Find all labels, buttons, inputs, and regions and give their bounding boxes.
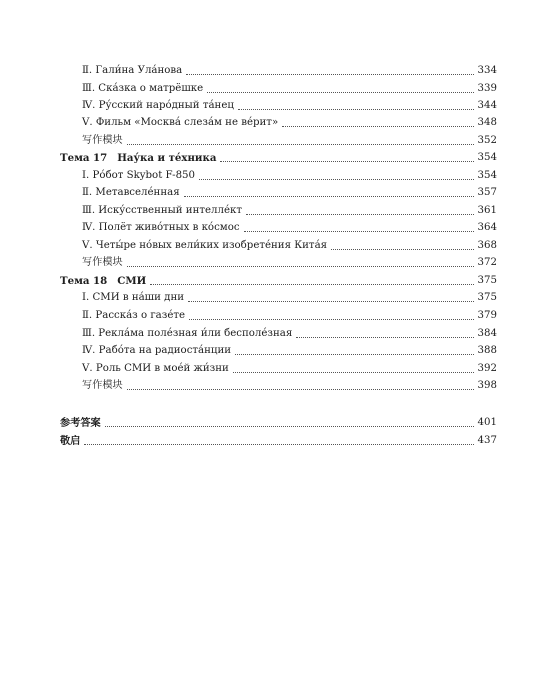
toc-entry-title: 写作模块 xyxy=(82,257,123,268)
toc-leader-dots xyxy=(127,388,474,390)
toc-page-number: 401 xyxy=(477,417,497,428)
toc-page-number: 344 xyxy=(477,100,497,111)
toc-entry-title: Ⅴ. Фильм «Москва́ слеза́м не ве́рит» xyxy=(82,117,279,128)
toc-entry-title: Ⅴ. Четы́ре но́вых вели́ких изобрете́ния Кита́я xyxy=(82,240,328,251)
toc-page-number: 348 xyxy=(477,117,497,128)
toc-leader-dots xyxy=(127,143,474,145)
toc-entry-title: 写作模块 xyxy=(82,135,123,146)
toc-leader-dots xyxy=(84,443,473,445)
toc-page-number: 354 xyxy=(477,170,497,181)
toc-entry xyxy=(82,116,497,130)
toc-entry-title: Ⅰ. Ро́бот Skybot F-850 xyxy=(82,170,196,181)
toc-leader-dots xyxy=(184,195,474,197)
toc-theme-number: Тема 18 xyxy=(60,275,108,287)
toc-page-number: 379 xyxy=(477,310,497,321)
toc-entry xyxy=(82,221,497,235)
toc-answers-entry xyxy=(60,416,497,430)
toc-entry-title: 参考答案 xyxy=(60,417,101,429)
toc-entry xyxy=(82,239,497,253)
toc-entry xyxy=(82,309,497,323)
toc-page-number: 368 xyxy=(477,240,497,251)
toc-entry xyxy=(82,99,497,113)
toc-entry-title: Ⅴ. Роль СМИ в мое́й жи́зни xyxy=(82,363,229,374)
toc-afterword-entry xyxy=(60,434,497,448)
toc-leader-dots xyxy=(244,230,474,232)
toc-theme-heading xyxy=(60,151,497,165)
toc-leader-dots xyxy=(246,213,474,215)
toc-page-number: 398 xyxy=(477,380,497,391)
toc-entry-title: Ⅲ. Рекла́ма поле́зная и́ли бесполе́зная xyxy=(82,328,293,339)
toc-leader-dots xyxy=(235,353,474,355)
toc-entry-title: Ⅳ. Ру́сский наро́дный та́нец xyxy=(82,100,234,111)
toc-entry xyxy=(82,64,497,78)
toc-page-number: 384 xyxy=(477,328,497,339)
toc-entry-title: Ⅱ. Расска́з о газе́те xyxy=(82,310,186,321)
toc-page-number: 375 xyxy=(477,275,497,286)
toc-leader-dots xyxy=(105,425,474,427)
toc-leader-dots xyxy=(220,160,473,162)
toc-entry xyxy=(82,344,497,358)
toc-page-number: 372 xyxy=(477,257,497,268)
toc-leader-dots xyxy=(233,371,474,373)
toc-page-number: 361 xyxy=(477,205,497,216)
toc-page-number: 364 xyxy=(477,222,497,233)
toc-entry xyxy=(82,256,497,270)
toc-entry-title: Ⅲ. Ска́зка о матрёшке xyxy=(82,83,204,94)
toc-entry-title: Ⅳ. Полёт живо́тных в ко́смос xyxy=(82,222,240,233)
toc-leader-dots xyxy=(282,125,473,127)
toc-theme-name: Нау́ка и те́хника xyxy=(117,152,217,164)
toc-leader-dots xyxy=(150,283,473,285)
toc-entry xyxy=(82,186,497,200)
toc-entry-title: Ⅳ. Рабо́та на радиоста́нции xyxy=(82,345,232,356)
toc-entry xyxy=(82,362,497,376)
toc-page-number: 392 xyxy=(477,363,497,374)
toc-page-number: 339 xyxy=(477,83,497,94)
toc-page-number: 437 xyxy=(477,435,497,446)
toc-entry xyxy=(82,82,497,96)
toc-entry-title: 写作模块 xyxy=(82,380,123,391)
toc-leader-dots xyxy=(296,336,473,338)
toc-page-number: 388 xyxy=(477,345,497,356)
toc-entry xyxy=(82,204,497,218)
toc-page-number: 354 xyxy=(477,152,497,163)
toc-theme-title xyxy=(60,274,146,288)
toc-page-number: 357 xyxy=(477,187,497,198)
toc-entry-title: Ⅱ. Гали́на Ула́нова xyxy=(82,65,183,76)
toc-entry-title: Ⅰ. СМИ в на́ши дни xyxy=(82,292,185,303)
toc-theme-name: СМИ xyxy=(117,275,147,287)
toc-entry-title: 敬启 xyxy=(60,435,81,447)
toc-leader-dots xyxy=(186,73,473,75)
toc-theme-heading xyxy=(60,274,497,288)
toc-theme-title xyxy=(60,151,216,165)
toc-leader-dots xyxy=(238,108,474,110)
toc-entry xyxy=(82,291,497,305)
toc-leader-dots xyxy=(199,178,474,180)
toc-entry xyxy=(82,134,497,148)
toc-entry xyxy=(82,169,497,183)
toc-page-number: 334 xyxy=(477,65,497,76)
toc-leader-dots xyxy=(189,318,474,320)
toc-page-number: 352 xyxy=(477,135,497,146)
toc-leader-dots xyxy=(207,91,473,93)
toc-theme-number: Тема 17 xyxy=(60,152,108,164)
toc-entry-title: Ⅲ. Иску́сственный интелле́кт xyxy=(82,205,243,216)
toc-entry-title: Ⅱ. Метавселе́нная xyxy=(82,187,180,198)
toc-leader-dots xyxy=(188,300,474,302)
toc-leader-dots xyxy=(127,265,474,267)
toc-entry xyxy=(82,379,497,393)
toc-entry xyxy=(82,327,497,341)
toc-page-number: 375 xyxy=(477,292,497,303)
toc-leader-dots xyxy=(331,248,473,250)
